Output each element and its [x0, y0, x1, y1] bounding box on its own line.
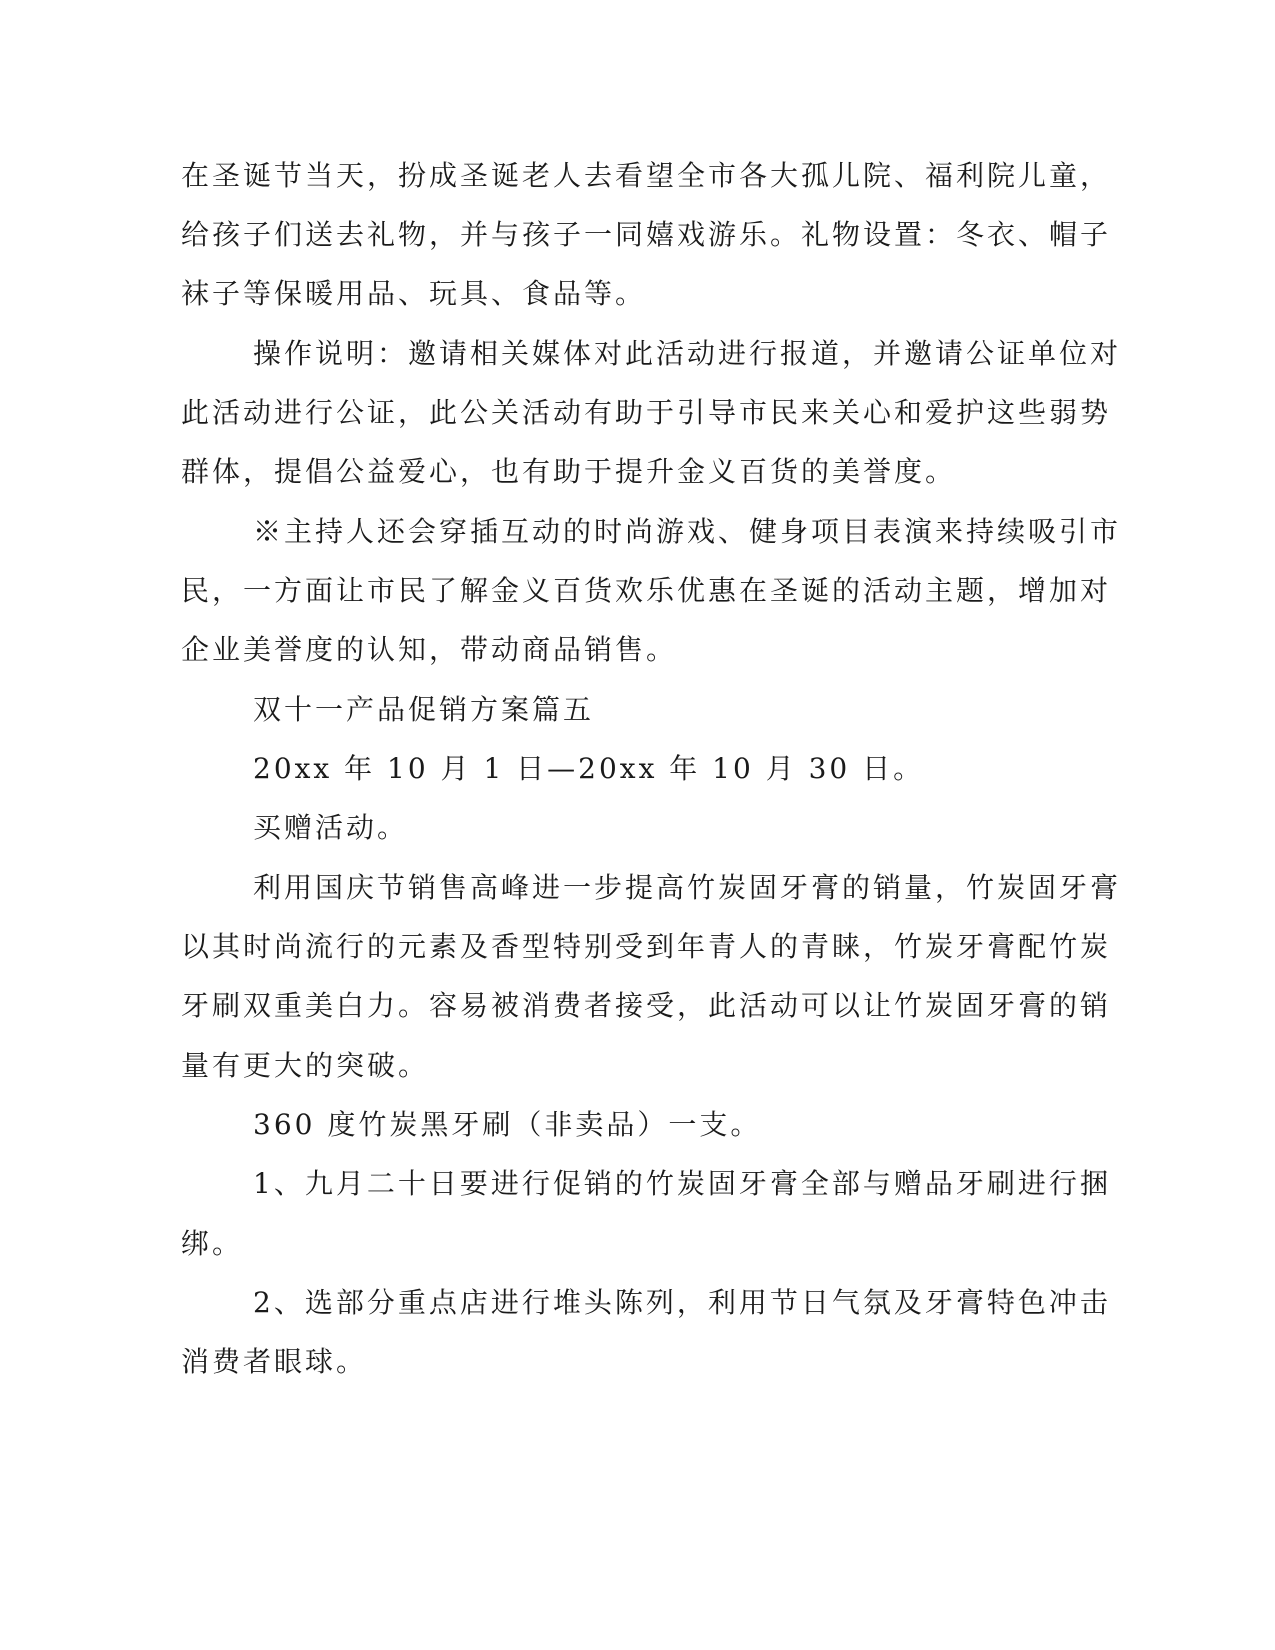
paragraph-start-line: 360 度竹炭黑牙刷（非卖品）一支。: [253, 1108, 762, 1141]
paragraph-start-line: ※主持人还会穿插互动的时尚游戏、健身项目表演来持续吸引市: [253, 515, 1122, 548]
text-line: 以其时尚流行的元素及香型特别受到年青人的青睐，竹炭牙膏配竹炭: [181, 930, 1112, 963]
paragraph-start-line: 操作说明：邀请相关媒体对此活动进行报道，并邀请公证单位对: [253, 337, 1122, 370]
section-heading: 双十一产品促销方案篇五: [253, 693, 595, 726]
text-line: 群体，提倡公益爱心，也有助于提升金义百货的美誉度。: [181, 455, 957, 488]
text-line: 绑。: [181, 1227, 244, 1260]
list-item-line: 2、选部分重点店进行堆头陈列，利用节日气氛及牙膏特色冲击: [253, 1286, 1111, 1319]
text-line: 在圣诞节当天，扮成圣诞老人去看望全市各大孤儿院、福利院儿童，: [181, 159, 1112, 192]
text-line: 消费者眼球。: [181, 1345, 368, 1378]
paragraph-start-line: 买赠活动。: [253, 811, 409, 844]
text-line: 袜子等保暖用品、玩具、食品等。: [181, 277, 647, 310]
text-line: 民，一方面让市民了解金义百货欢乐优惠在圣诞的活动主题，增加对: [181, 574, 1112, 607]
paragraph-start-line: 利用国庆节销售高峰进一步提高竹炭固牙膏的销量，竹炭固牙膏: [253, 871, 1122, 904]
date-range-line: 20xx 年 10 月 1 日—20xx 年 10 月 30 日。: [253, 752, 925, 785]
text-line: 此活动进行公证，此公关活动有助于引导市民来关心和爱护这些弱势: [181, 396, 1112, 429]
text-line: 牙刷双重美白力。容易被消费者接受，此活动可以让竹炭固牙膏的销: [181, 989, 1112, 1022]
text-line: 量有更大的突破。: [181, 1049, 430, 1082]
text-line: 企业美誉度的认知，带动商品销售。: [181, 633, 678, 666]
text-line: 给孩子们送去礼物，并与孩子一同嬉戏游乐。礼物设置：冬衣、帽子: [181, 218, 1112, 251]
list-item-line: 1、九月二十日要进行促销的竹炭固牙膏全部与赠品牙刷进行捆: [253, 1167, 1111, 1200]
